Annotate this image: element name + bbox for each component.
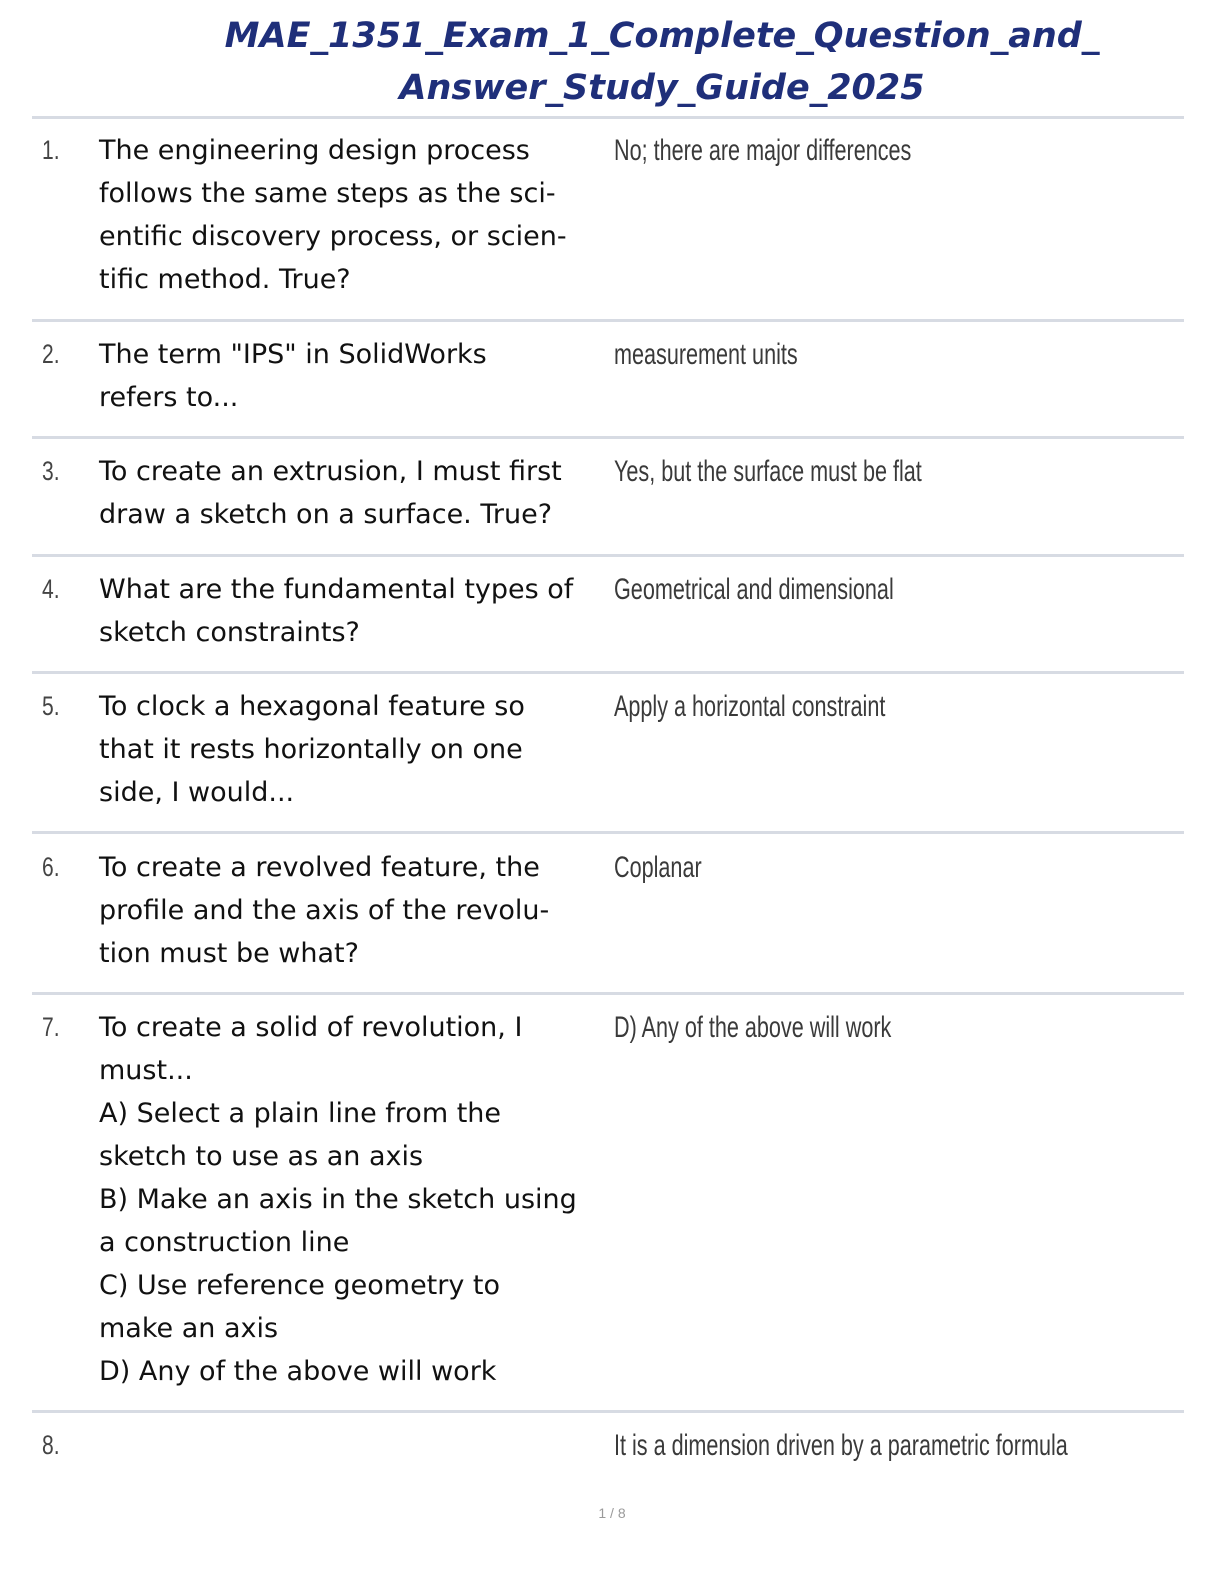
question-number: 1. — [42, 135, 60, 165]
question-number: 8. — [42, 1430, 60, 1460]
divider — [32, 831, 1184, 834]
question-text: To clock a hexagonal feature so that it rests horizontally on one side, I would... — [99, 691, 525, 808]
answer-text: Geometrical and dimensional — [614, 573, 894, 606]
title-line-1: MAE_1351_Exam_1_Complete_Question_and_ — [224, 16, 1100, 56]
answer-text: Yes, but the surface must be flat — [614, 455, 922, 488]
question-text: To create a solid of revolution, I must... A) Select a plain line from the sketch to use as an axis B) Make an axis in the sketch using a construction line C) Use reference geometry to make an axis D) Any of the above will work — [99, 1012, 577, 1387]
question-text: To create an extrusion, I must first draw a sketch on a surface. True? — [99, 456, 562, 530]
question-number: 2. — [42, 339, 60, 369]
title-line-2: Answer_Study_Guide_2025 — [399, 68, 925, 108]
question-text: The term "IPS" in SolidWorks refers to... — [99, 339, 487, 413]
divider — [32, 436, 1184, 439]
divider — [32, 116, 1184, 119]
answer-text: D) Any of the above will work — [614, 1011, 892, 1044]
question-number: 4. — [42, 574, 60, 604]
answer-text: It is a dimension driven by a parametric formula — [614, 1429, 1068, 1462]
question-number: 7. — [42, 1012, 60, 1042]
question-number: 6. — [42, 852, 60, 882]
question-number: 5. — [42, 691, 60, 721]
divider — [32, 319, 1184, 322]
question-number: 3. — [42, 456, 60, 486]
answer-text: Coplanar — [614, 851, 702, 884]
divider — [32, 671, 1184, 674]
page-indicator: 1 / 8 — [598, 1505, 626, 1521]
answer-text: Apply a horizontal constraint — [614, 690, 886, 723]
divider — [32, 554, 1184, 557]
answer-text: measurement units — [614, 338, 798, 371]
question-text: The engineering design process follows the same steps as the sci- entific discovery process, or scien- tific method. True? — [99, 135, 567, 295]
question-text: What are the fundamental types of sketch constraints? — [99, 574, 574, 648]
document-title — [140, 10, 1184, 114]
divider — [32, 992, 1184, 995]
question-text: To create a revolved feature, the profile and the axis of the revolu- tion must be what? — [99, 852, 550, 969]
divider — [32, 1410, 1184, 1413]
answer-text: No; there are major differences — [614, 134, 912, 167]
